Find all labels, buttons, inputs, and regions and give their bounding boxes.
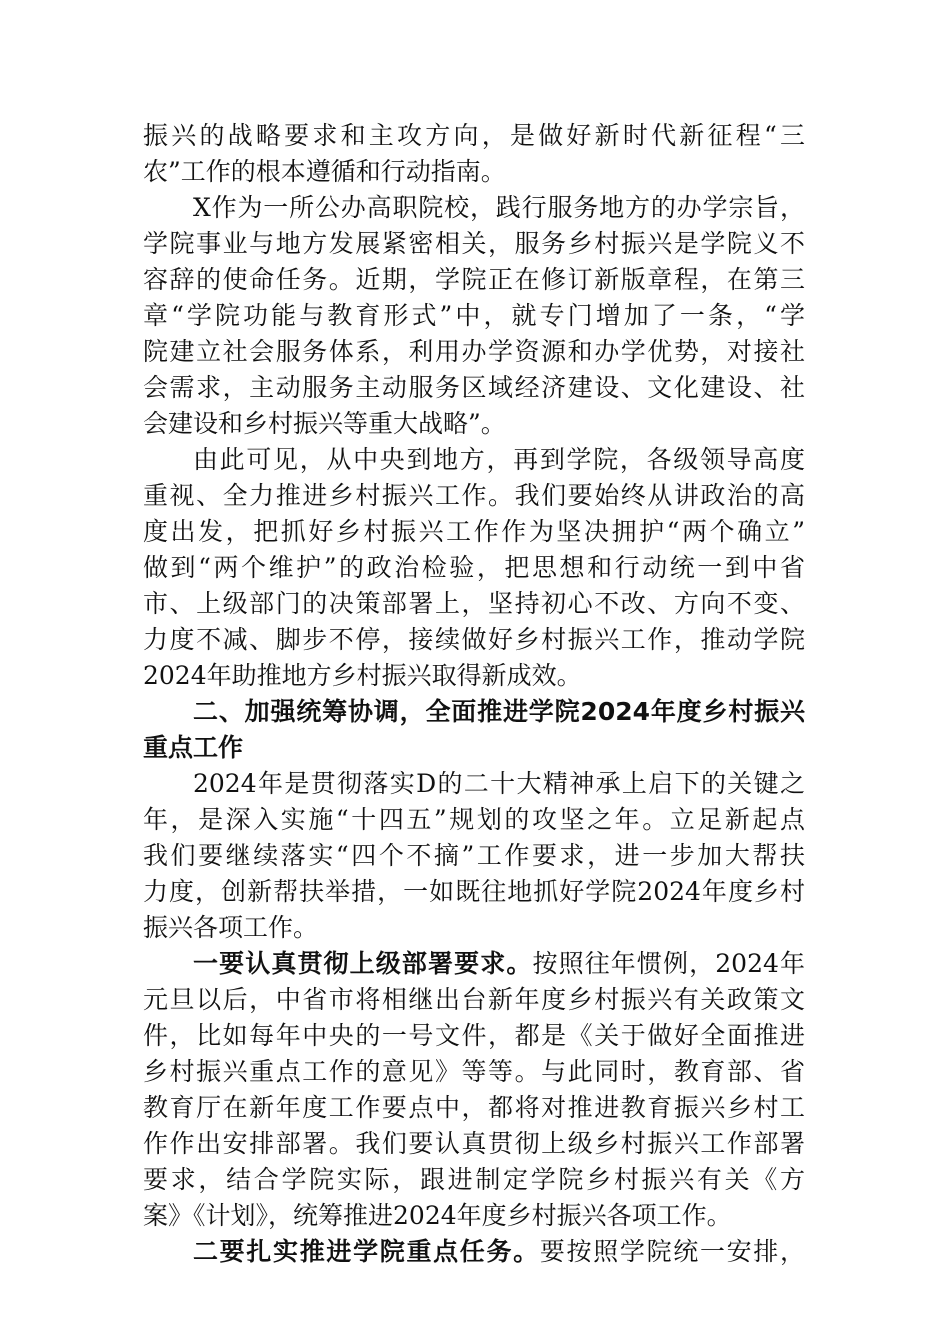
text-line: 由此可见，从中央到地方，再到学院，各级领导高度 [193,445,805,474]
paragraph-3 [143,442,805,694]
text-line: 元旦以后，中省市将相继出台新年度乡村振兴有关政策文 [143,985,805,1014]
heading-line: 重点工作 [143,733,244,762]
text-line [143,946,805,982]
text-line: 件，比如每年中央的一号文件，都是《关于做好全面推进 [143,1021,805,1050]
text-run: 要按照学院统一安排， [539,1237,805,1266]
text-line: 振兴各项工作。 [143,913,319,942]
section-heading [143,694,805,766]
text-line: 我们要继续落实“四个不摘”工作要求，进一步加大帮扶 [143,841,805,870]
bold-lead-text: 二要扎实推进学院重点任务。 [193,1237,540,1266]
text-line: 乡村振兴重点工作的意见》等等。与此同时，教育部、省 [143,1057,805,1086]
text-run: 按照往年惯例，2024年 [532,949,805,978]
text-line: X作为一所公办高职院校，践行服务地方的办学宗旨， [193,193,805,222]
text-line: 2024年是贯彻落实D的二十大精神承上启下的关键之 [193,769,805,798]
text-line: 振兴的战略要求和主攻方向，是做好新时代新征程“三 [143,121,805,150]
text-line: 度出发，把抓好乡村振兴工作作为坚决拥护“两个确立” [143,517,805,546]
text-line [143,1234,805,1270]
text-line: 教育厅在新年度工作要点中，都将对推进教育振兴乡村工 [143,1093,805,1122]
text-line: 院建立社会服务体系，利用办学资源和办学优势，对接社 [143,337,805,366]
text-line: 会建设和乡村振兴等重大战略”。 [143,409,506,438]
text-line: 市、上级部门的决策部署上，坚持初心不改、方向不变、 [143,589,805,618]
text-line: 力度，创新帮扶举措，一如既往地抓好学院2024年度乡村 [143,877,805,906]
text-line: 容辞的使命任务。近期，学院正在修订新版章程，在第三 [143,265,805,294]
paragraph-5 [143,946,805,1234]
paragraph-6 [143,1234,805,1270]
text-line: 要求，结合学院实际，跟进制定学院乡村振兴有关《方 [143,1165,805,1194]
bold-lead-text: 一要认真贯彻上级部署要求。 [193,949,533,978]
text-line: 农”工作的根本遵循和行动指南。 [143,157,506,186]
paragraph-1 [143,118,805,190]
document-body [143,118,805,1270]
text-line: 力度不减、脚步不停，接续做好乡村振兴工作，推动学院 [143,625,805,654]
text-line: 年，是深入实施“十四五”规划的攻坚之年。立足新起点 [143,805,805,834]
text-line: 2024年助推地方乡村振兴取得新成效。 [143,661,582,690]
text-line: 章“学院功能与教育形式”中，就专门增加了一条，“学 [143,301,805,330]
heading-line: 二、加强统筹协调，全面推进学院2024年度乡村振兴 [193,697,805,726]
text-line: 做到“两个维护”的政治检验，把思想和行动统一到中省 [143,553,805,582]
text-line: 案》《计划》，统筹推进2024年度乡村振兴各项工作。 [143,1201,732,1230]
text-line: 会需求，主动服务主动服务区域经济建设、文化建设、社 [143,373,805,402]
text-line: 重视、全力推进乡村振兴工作。我们要始终从讲政治的高 [143,481,805,510]
paragraph-2 [143,190,805,442]
text-line: 学院事业与地方发展紧密相关，服务乡村振兴是学院义不 [143,229,805,258]
paragraph-4 [143,766,805,946]
text-line: 作作出安排部署。我们要认真贯彻上级乡村振兴工作部署 [143,1129,805,1158]
